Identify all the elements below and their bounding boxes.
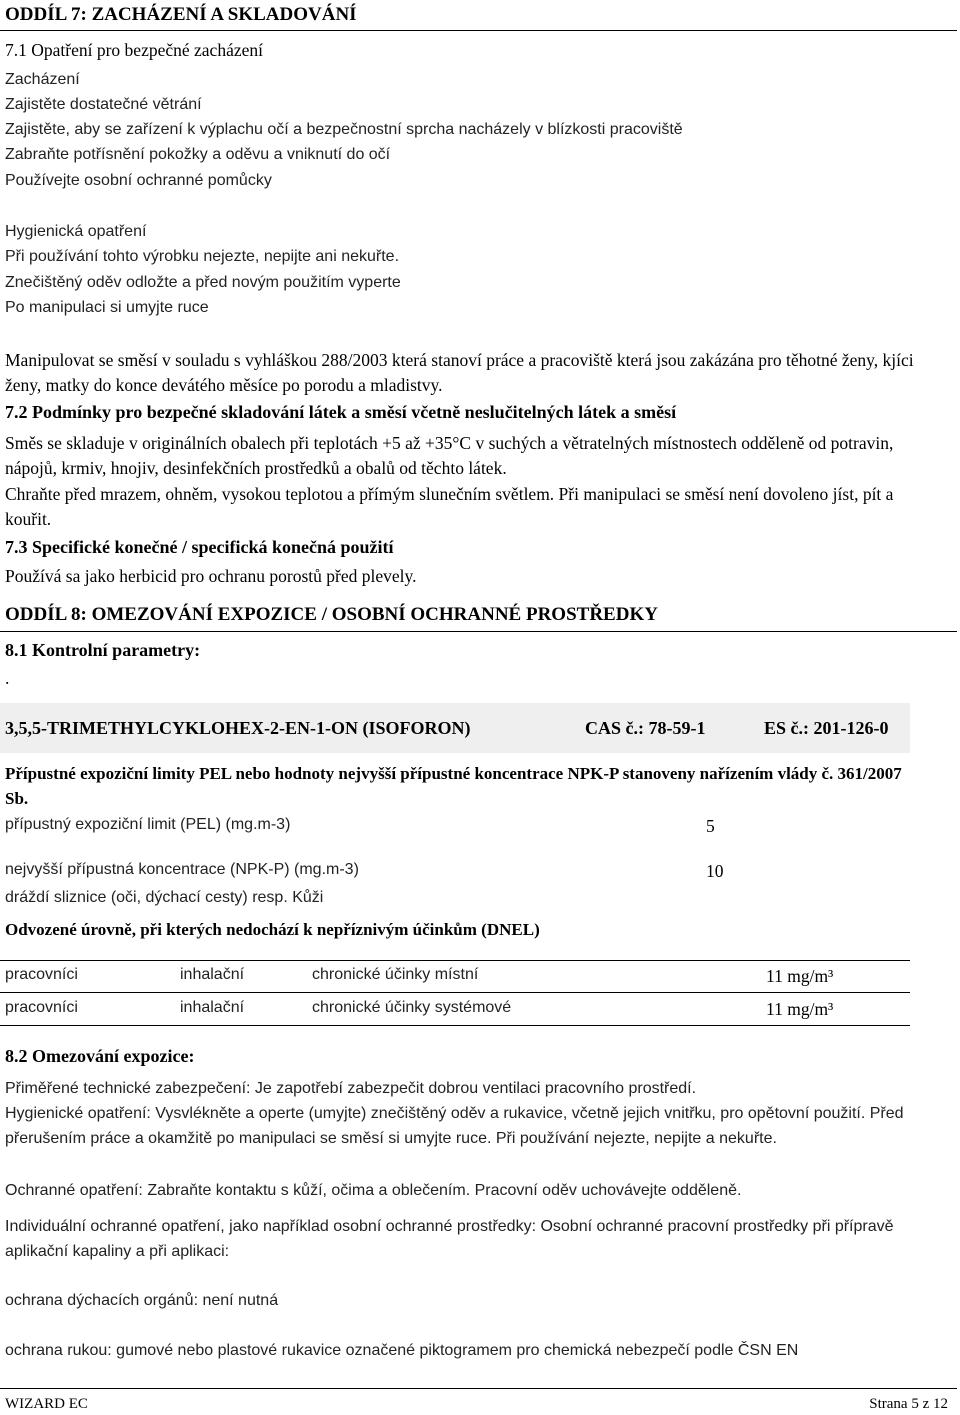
npk-value: 10 [706, 861, 724, 881]
dnel-route: inhalační [180, 999, 245, 1016]
table-row [0, 961, 910, 992]
table-rule [0, 1025, 910, 1026]
dot-marker: . [5, 668, 10, 688]
handling-line: Zabraňte potřísnění pokožky a oděvu a vniknutí do očí [5, 146, 391, 163]
handling-line: Zajistěte, aby se zařízení k výplachu očí a bezpečnostní sprcha nacházely v blízkosti pracoviště [5, 121, 683, 138]
subsection-8-1-title: 8.1 Kontrolní parametry: [5, 640, 201, 660]
irritation-note: dráždí sliznice (oči, dýchací cesty) resp. Kůži [5, 889, 324, 906]
footer-product: WIZARD EC [5, 1396, 88, 1412]
table-row [0, 993, 910, 1024]
storage-text: Chraňte před mrazem, ohněm, vysokou teplotou a přímým slunečním světlem. Při manipulaci se směsí není dovoleno jíst, pít a kouřit. [5, 484, 894, 529]
dnel-effect: chronické účinky systémové [312, 999, 512, 1016]
dnel-effect: chronické účinky místní [312, 966, 479, 983]
exposure-text: Přiměřené technické zabezpečení: Je zapotřebí zabezpečit dobrou ventilaci pracovního prostředí. [5, 1080, 697, 1097]
use-text: Používá sa jako herbicid pro ochranu porostů před plevely. [5, 566, 417, 586]
substance-name: 3,5,5-TRIMETHYLCYKLOHEX-2-EN-1-ON (ISOFORON) [5, 718, 471, 738]
section-8-heading: ODDÍL 8: OMEZOVÁNÍ EXPOZICE / OSOBNÍ OCHRANNÉ PROSTŘEDKY [5, 604, 658, 625]
subsection-7-1-title: 7.1 Opatření pro bezpečné zacházení [5, 40, 263, 60]
dnel-heading: Odvozené úrovně, při kterých nedochází k nepříznivým účinkům (DNEL) [5, 920, 540, 939]
dnel-route: inhalační [180, 966, 245, 983]
handling-line: Používejte osobní ochranné pomůcky [5, 172, 272, 189]
npk-label: nejvyšší přípustná koncentrace (NPK-P) (mg.m-3) [5, 861, 359, 878]
hygiene-line: Hygienická opatření [5, 223, 147, 240]
handling-line: Zacházení [5, 71, 80, 88]
subsection-8-2-title: 8.2 Omezování expozice: [5, 1046, 195, 1066]
manipulation-text: Manipulovat se směsí v souladu s vyhláškou 288/2003 která stanoví práce a pracoviště která jsou zakázána pro těhotné ženy, kjíci ženy, matky do konce devátého měsíce po porodu a mladistvy. [5, 350, 914, 395]
storage-text: Směs se skladuje v originálních obalech při teplotách +5 až +35°C v suchých a větratelných místnostech odděleně od potravin, nápojů, krmiv, hnojiv, desinfekčních prostředků a obalů od těchto látek. [5, 433, 894, 478]
section-7-heading: ODDÍL 7: ZACHÁZENÍ A SKLADOVÁNÍ [5, 4, 357, 25]
footer-rule [0, 1388, 957, 1389]
pel-label: přípustný expoziční limit (PEL) (mg.m-3) [5, 816, 291, 833]
section-7-rule [0, 30, 957, 31]
hygiene-line: Znečištěný oděv odložte a před novým použitím vyperte [5, 274, 401, 291]
hand-protection: ochrana rukou: gumové nebo plastové rukavice označené piktogramem pro chemická nebezpečí podle ČSN EN [5, 1342, 799, 1359]
subsection-7-2-title: 7.2 Podmínky pro bezpečné skladování látek a směsí včetně neslučitelných látek a směsí [5, 402, 677, 422]
substance-es: ES č.: 201-126-0 [764, 718, 889, 738]
dnel-worker: pracovníci [5, 999, 78, 1016]
substance-band [0, 703, 910, 753]
ppe-text: Individuální ochranné opatření, jako například osobní ochranné prostředky: Osobní ochranné pracovní prostředky při přípravě aplikační kapaliny a při aplikaci: [5, 1218, 894, 1260]
dnel-worker: pracovníci [5, 966, 78, 983]
hygiene-line: Po manipulaci si umyjte ruce [5, 299, 209, 316]
dnel-value: 11 mg/m³ [766, 999, 834, 1019]
section-8-rule [0, 631, 957, 632]
exposure-text: Hygienické opatření: Vysvlékněte a operte (umyjte) znečištěný oděv a rukavice, včetně jejich vnitřku, pro opětovní použití. Před přerušením práce a okamžitě po manipulaci se směsí si umyjte ruce. Při používání nejezte, nepijte a nekuřte. [5, 1105, 904, 1147]
hygiene-line: Při používání tohto výrobku nejezte, nepijte ani nekuřte. [5, 248, 400, 265]
dnel-value: 11 mg/m³ [766, 966, 834, 986]
pel-value: 5 [706, 816, 715, 836]
footer-page-number: Strana 5 z 12 [869, 1396, 948, 1412]
subsection-7-3-title: 7.3 Specifické konečné / specifická konečná použití [5, 537, 394, 557]
handling-line: Zajistěte dostatečné větrání [5, 96, 202, 113]
substance-cas: CAS č.: 78-59-1 [585, 718, 706, 738]
limits-heading: Přípustné expoziční limity PEL nebo hodnoty nejvyšší přípustné koncentrace NPK-P stanoveny nařízením vlády č. 361/2007 Sb. [5, 764, 902, 808]
exposure-text: Ochranné opatření: Zabraňte kontaktu s kůží, očima a oblečením. Pracovní oděv uchovávejte odděleně. [5, 1182, 742, 1199]
respiratory-protection: ochrana dýchacích orgánů: není nutná [5, 1292, 279, 1309]
